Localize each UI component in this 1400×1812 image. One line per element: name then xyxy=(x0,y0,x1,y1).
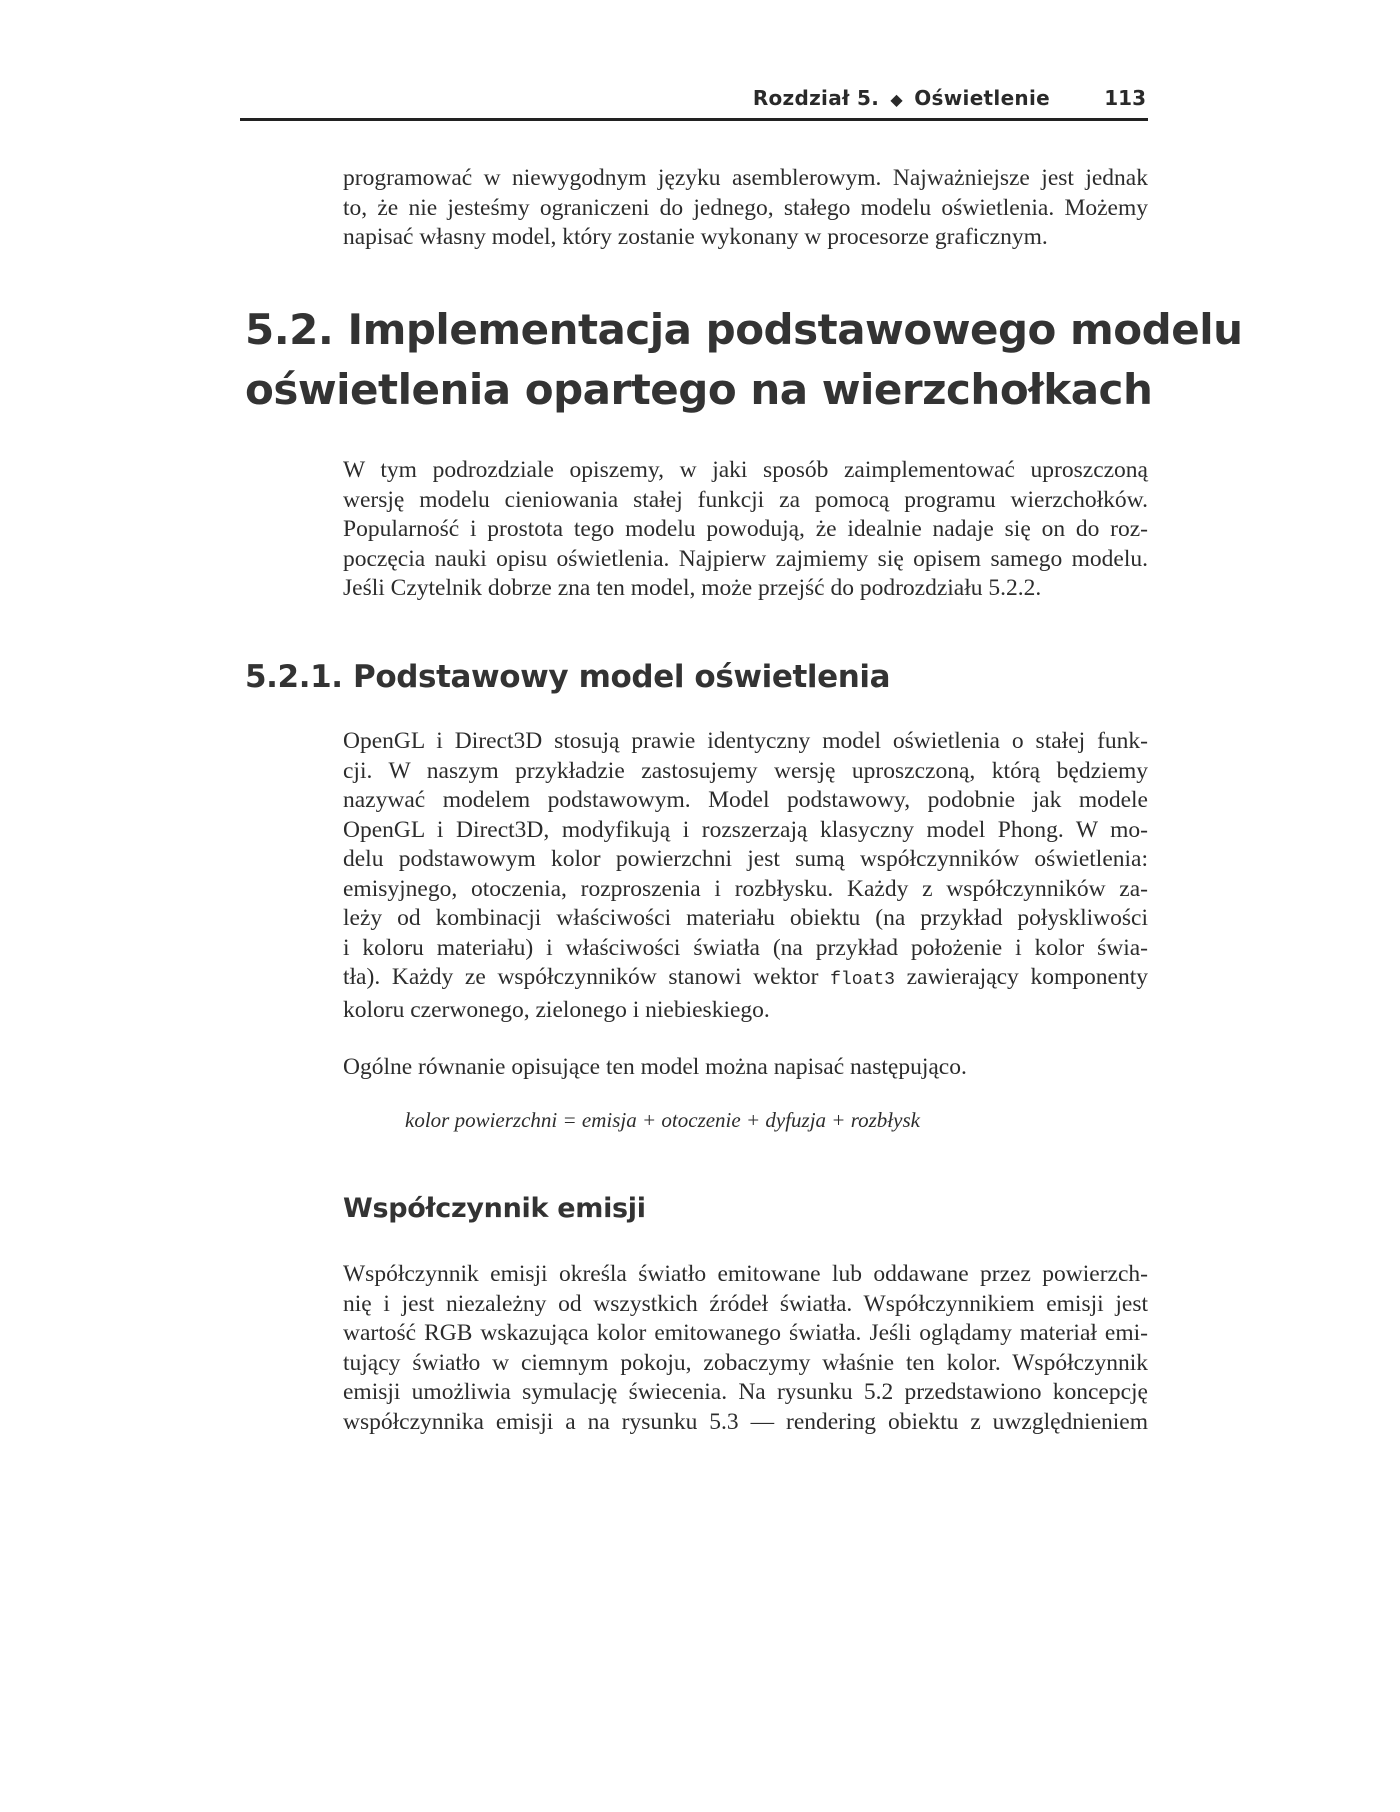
paragraph-line: leży od kombinacji właściwości materiału obiektu (na przykład połyskliwości xyxy=(343,905,1148,931)
paragraph-line: cji. W naszym przykładzie zastosujemy wersję uproszczoną, którą będziemy xyxy=(343,757,1148,784)
page-number: 113 xyxy=(1104,86,1146,110)
paragraph-line: napisać własny model, który zostanie wykonany w procesorze graficznym. xyxy=(343,224,1048,250)
paragraph-line: Ogólne równanie opisujące ten model można napisać następująco. xyxy=(343,1054,967,1080)
chapter-title: Oświetlenie xyxy=(914,86,1050,110)
inline-code-term: float3 xyxy=(830,970,895,990)
paragraph-line: emisji umożliwia symulację świecenia. Na rysunku 5.2 przedstawiono koncepcję xyxy=(343,1379,1148,1405)
emission-heading: Współczynnik emisji xyxy=(343,1193,646,1224)
paragraph-line: współczynnika emisji a na rysunku 5.3 — rendering obiektu z uwzględnieniem xyxy=(343,1408,1148,1435)
paragraph-line: wersję modelu cieniowania stałej funkcji za pomocą programu wierzchołków. xyxy=(343,486,1148,513)
emission-paragraph xyxy=(343,1260,1148,1437)
paragraph-line: i koloru materiału) i właściwości światła (na przykład położenie i kolor świa- xyxy=(343,934,1148,961)
paragraph-line: koloru czerwonego, zielonego i niebieskiego. xyxy=(343,996,770,1023)
code-line-prefix: tła). Każdy ze współczynników stanowi wektor xyxy=(343,964,831,990)
paragraph-line: Jeśli Czytelnik dobrze zna ten model, może przejść do podrozdziału 5.2.2. xyxy=(343,575,1042,601)
paragraph-line: nię i jest niezależny od wszystkich źródeł światła. Współczynnikiem emisji jest xyxy=(343,1290,1148,1317)
running-header-chapter xyxy=(753,86,1050,110)
subsection-paragraph xyxy=(343,727,1148,1025)
subsection-heading: 5.2.1. Podstawowy model oświetlenia xyxy=(245,659,891,695)
section-heading-line: 5.2. Implementacja podstawowego modelu xyxy=(245,305,1243,354)
paragraph-line: poczęcia nauki opisu oświetlenia. Najpierw zajmiemy się opisem samego modelu. xyxy=(343,545,1148,572)
paragraph-line: wartość RGB wskazująca kolor emitowanego światła. Jeśli oglądamy materiał emi- xyxy=(343,1320,1148,1346)
paragraph-line: programować w niewygodnym języku asemblerowym. Najważniejsze jest jednak xyxy=(343,165,1148,191)
diamond-separator-icon: ◆ xyxy=(890,90,903,109)
paragraph-line: OpenGL i Direct3D stosują prawie identyczny model oświetlenia o stałej funk- xyxy=(343,728,1148,754)
paragraph-line: to, że nie jesteśmy ograniczeni do jednego, stałego modelu oświetlenia. Możemy xyxy=(343,194,1148,221)
running-header xyxy=(240,82,1148,121)
paragraph-line: nazywać modelem podstawowym. Model podstawowy, podobnie jak modele xyxy=(343,787,1148,813)
paragraph-line: tujący światło w ciemnym pokoju, zobaczymy właśnie ten kolor. Współczynnik xyxy=(343,1349,1148,1376)
paragraph-line: emisyjnego, otoczenia, rozproszenia i rozbłysku. Każdy z współczynników za- xyxy=(343,875,1148,902)
equation-intro xyxy=(343,1053,1148,1083)
paragraph-line: OpenGL i Direct3D, modyfikują i rozszerzają klasyczny model Phong. W mo- xyxy=(343,816,1148,843)
chapter-label: Rozdział 5. xyxy=(752,86,880,110)
intro-paragraph xyxy=(343,164,1148,253)
paragraph-line: delu podstawowym kolor powierzchni jest sumą współczynników oświetlenia: xyxy=(343,846,1148,872)
section-heading xyxy=(245,300,1243,420)
paragraph-line-with-code xyxy=(343,963,1148,996)
paragraph-line: Popularność i prostota tego modelu powodują, że idealnie nadaje się on do roz- xyxy=(343,516,1148,542)
paragraph-line: W tym podrozdziale opiszemy, w jaki sposób zaimplementować uproszczoną xyxy=(343,457,1148,483)
section-heading-line: oświetlenia opartego na wierzchołkach xyxy=(245,365,1153,414)
section-paragraph xyxy=(343,456,1148,604)
equation: kolor powierzchni = emisja + otoczenie + dyfuzja + rozbłysk xyxy=(405,1108,920,1132)
paragraph-line: Współczynnik emisji określa światło emitowane lub oddawane przez powierzch- xyxy=(343,1261,1148,1287)
code-line-suffix: zawierający komponenty xyxy=(894,964,1148,990)
